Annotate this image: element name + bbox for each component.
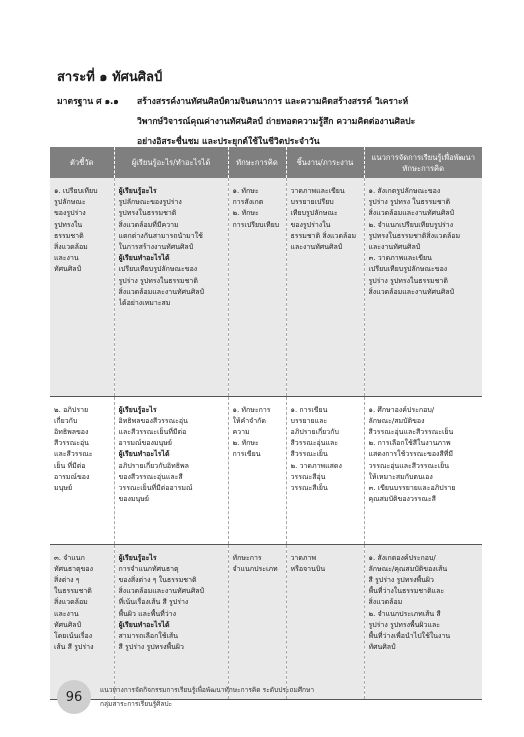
cell-line: สีวรรณะเย็น [290, 450, 328, 459]
cell-line: อารมณ์ของ [54, 472, 90, 481]
cell-line: ทัศนศิลป์ [54, 265, 82, 274]
page-footer [0, 677, 524, 719]
cell-line: เปรียบเทียบรูปลักษณะของ [118, 265, 198, 274]
cell-line: รูปทรงในธรรมชาติ [118, 209, 177, 218]
cell-line: รูปทรงใน [54, 220, 83, 229]
cell-line: ๒. ทักษะ [232, 209, 259, 218]
cell-line: ๓. เขียนบรรยายและอภิปราย [368, 483, 456, 492]
cell-line: ๒. ทักษะ [232, 439, 259, 448]
cell-indicator [50, 178, 114, 396]
cell-work [286, 396, 364, 544]
cell-line: บรรยายเปรียบ [290, 198, 334, 207]
cell-line: และงาน [54, 609, 79, 618]
cell-line: การเขียน [232, 450, 261, 459]
cell-line: ๑. การเขียน [290, 405, 328, 414]
cell-line: เทียบรูปลักษณะ [290, 209, 338, 218]
cell-line: ของมนุษย์ [118, 495, 150, 504]
table-header-row [50, 147, 482, 178]
cell-line: เปรียบเทียบรูปลักษณะของ [368, 265, 448, 274]
cell-line: ที่เน้นเรื่องเส้น สี รูปร่าง [118, 598, 189, 607]
cell-line: การจำแนกทัศนธาตุ [118, 564, 179, 573]
cell-line: สิ่งต่าง ๆ [54, 575, 80, 584]
standard-line: วิพากษ์วิจารณ์คุณค่างานทัศนศิลป์ ถ่ายทอดความรู้สึก ความคิดต่องานศิลปะ [137, 117, 416, 127]
cell-line: คุณสมบัติของวรรณะสี [368, 495, 436, 504]
cell-line: ได้อย่างเหมาะสม [118, 299, 171, 308]
cell-line: สิ่งแวดล้อม [368, 598, 403, 607]
header-skills: ทักษะการคิด [228, 147, 286, 178]
cell-line: วาดภาพและเขียน [290, 187, 345, 195]
cell-line: สิ่งแวดล้อมและงานทัศนศิลป์ [118, 587, 205, 596]
cell-line: และสีวรรณะเย็นที่มีต่อ [118, 427, 187, 436]
cell-line: ๒. วาดภาพแสดง [290, 461, 342, 470]
cell-line: ๓. วาดภาพและเขียน [368, 254, 432, 263]
cell-line: อิทธิพลของ [54, 427, 89, 436]
cell-work [286, 544, 364, 699]
cell-line: ลักษณะ/สมบัติของ [368, 416, 425, 425]
cell-line: ในการสร้างงานทัศนศิลป์ [118, 243, 194, 252]
cell-line: ของสิ่งต่าง ๆ ในธรรมชาติ [118, 575, 197, 584]
cell-line: สิ่งแวดล้อม [54, 243, 88, 252]
cell-line: รูปร่าง รูปทรง ในธรรมชาติ [368, 198, 451, 207]
cell-line: วรรณะเย็นที่มีต่ออารมณ์ [118, 483, 193, 492]
cell-line: เกี่ยวกับ [54, 416, 78, 425]
cell-line: ๑. สังเกตองค์ประกอบ/ [368, 553, 436, 562]
cell-line: ผู้เรียนรู้อะไร [118, 553, 157, 562]
cell-line: วาดภาพ [290, 553, 317, 562]
cell-line: ทักษะการ [232, 553, 262, 562]
cell-line: ลักษณะ/คุณสมบัติของเส้น [368, 564, 448, 573]
cell-line: สี รูปร่าง รูปทรงพื้นผิว [368, 575, 434, 584]
standard-label: มาตรฐาน ศ ๑.๑ [57, 97, 119, 107]
cell-line: ผู้เรียนทำอะไรได้ [118, 450, 170, 459]
cell-learn [114, 544, 228, 699]
cell-skills [228, 396, 286, 544]
cell-line: รูปลักษณะ [54, 198, 86, 207]
cell-approach [364, 544, 482, 699]
cell-line: เย็น ที่มีต่อ [54, 461, 86, 470]
cell-line: ๒. จำแนกเปรียบเทียบรูปร่าง [368, 220, 454, 229]
header-learn: ผู้เรียนรู้อะไร/ทำอะไรได้ [114, 147, 228, 178]
cell-line: ๒. การเลือกใช้สีในงานภาพ [368, 439, 451, 448]
cell-indicator [50, 396, 114, 544]
footer-title: แนวทางการจัดกิจกรรมการเรียนรู้เพื่อพัฒนาทักษะการคิด ระดับประถมศึกษา [100, 686, 315, 694]
cell-line: วรรณะสีอุ่น [290, 472, 326, 481]
cell-line: ๑. สังเกตรูปลักษณะของ [368, 187, 441, 195]
cell-line: พื้นที่ว่างเพื่อนำไปใช้ในงาน [368, 631, 451, 640]
cell-line: วรรณะอุ่นและสีวรรณะเย็น [368, 461, 450, 470]
cell-work [286, 178, 364, 396]
cell-line: สิ่งแวดล้อมและงานทัศนศิลป์ [368, 287, 455, 296]
standard-line: สร้างสรรค์งานทัศนศิลป์ตามจินตนาการ และความคิดสร้างสรรค์ วิเคราะห์ [137, 97, 409, 107]
cell-skills [228, 178, 286, 396]
cell-line: ให้เหมาะสมกับตนเอง [368, 472, 433, 481]
cell-learn [114, 178, 228, 396]
cell-line: แสดงการใช้วรรณะของสีที่มี [368, 450, 453, 459]
cell-skills [228, 544, 286, 699]
cell-line: ธรรมชาติ สิ่งแวดล้อม [290, 231, 357, 240]
page-number: 96 [57, 680, 91, 714]
cell-line: การสังเกต [232, 198, 264, 207]
cell-line: หรือจานบิน [290, 564, 326, 573]
cell-line: อภิปรายเกี่ยวกับ [290, 427, 339, 436]
cell-line: รูปทรงในธรรมชาติสิ่งแวดล้อม [368, 231, 461, 240]
cell-line: ทัศนธาตุของ [54, 564, 93, 573]
learning-table [50, 147, 482, 700]
cell-line: เส้น สี รูปร่าง [54, 643, 94, 652]
header-indicator: ตัวชี้วัด [50, 147, 114, 178]
cell-line: พื้นผิว และพื้นที่ว่าง [118, 609, 177, 618]
cell-line: จำแนกประเภท [232, 564, 278, 573]
cell-line: มนุษย์ [54, 483, 73, 492]
cell-line: ๑. ทักษะ [232, 187, 259, 195]
cell-line: ๑. ทักษะการ [232, 405, 271, 414]
cell-approach [364, 178, 482, 396]
cell-line: สิ่งแวดล้อมที่มีความ [118, 220, 179, 229]
table-row [50, 178, 482, 396]
cell-line: การเปรียบเทียบ [232, 220, 280, 229]
cell-line: ผู้เรียนทำอะไรได้ [118, 620, 170, 629]
cell-line: สามารถเลือกใช้เส้น [118, 631, 178, 640]
cell-line: รูปร่าง รูปทรงพื้นผิวและ [368, 620, 441, 629]
cell-line: ทัศนศิลป์ [54, 620, 82, 629]
cell-line: ๒. จำแนกประเภทเส้น สี [368, 609, 441, 618]
cell-line: พื้นที่ว่างในธรรมชาติและ [368, 587, 445, 596]
cell-line: สี รูปร่าง รูปทรงพื้นผิว [118, 643, 184, 652]
cell-approach [364, 396, 482, 544]
cell-line: ๑. เปรียบเทียบ [54, 187, 98, 195]
cell-line: และสีวรรณะ [54, 450, 93, 459]
header-work: ชิ้นงาน/ภาระงาน [286, 147, 364, 178]
cell-line: ของรูปร่าง [54, 209, 86, 218]
cell-line: วรรณะสีเย็น [290, 483, 328, 492]
cell-line: และงาน [54, 254, 79, 263]
cell-line: ในธรรมชาติ [54, 587, 92, 596]
cell-line: ความ [232, 427, 250, 436]
cell-line: สิ่งแวดล้อม [54, 598, 88, 607]
table-row [50, 396, 482, 544]
cell-line: ของรูปร่างใน [290, 220, 331, 229]
cell-line: รูปลักษณะของรูปร่าง [118, 198, 182, 207]
cell-line: และงานทัศนศิลป์ [290, 243, 343, 252]
cell-line: ๓. จำแนก [54, 553, 85, 562]
cell-line: สิ่งแวดล้อมและงานทัศนศิลป์ [118, 287, 205, 296]
cell-line: ผู้เรียนรู้อะไร [118, 405, 157, 414]
cell-line: สิ่งแวดล้อมและงานทัศนศิลป์ [368, 209, 455, 218]
cell-line: ๑. ศึกษาองค์ประกอบ/ [368, 405, 435, 414]
table-row [50, 544, 482, 699]
cell-line: ผู้เรียนรู้อะไร [118, 187, 157, 195]
cell-learn [114, 396, 228, 544]
standard-line: อย่างอิสระชื่นชม และประยุกต์ใช้ในชีวิตประจำวัน [137, 137, 320, 147]
cell-line: อภิปรายเกี่ยวกับอิทธิพล [118, 461, 189, 470]
standard-text [137, 92, 483, 152]
cell-line: รูปร่าง รูปทรงในธรรมชาติ [118, 276, 198, 285]
cell-line: และงานทัศนศิลป์ [368, 243, 421, 252]
header-approach: แนวการจัดการเรียนรู้เพื่อพัฒนาทักษะการคิด [364, 147, 482, 178]
cell-line: แตกต่างกันสามารถนำมาใช้ [118, 231, 203, 240]
cell-line: สีวรรณะอุ่น [54, 439, 89, 448]
cell-indicator [50, 544, 114, 699]
cell-line: บรรยายและ [290, 416, 328, 425]
cell-line: สีวรรณะอุ่นและสีวรรณะเย็น [368, 427, 454, 436]
cell-line: ให้คำจำกัด [232, 416, 266, 425]
cell-line: ของสีวรรณะอุ่นและสี [118, 472, 183, 481]
strand-title: สาระที่ ๑ ทัศนศิลป์ [57, 70, 163, 85]
cell-line: โดยเน้นเรื่อง [54, 631, 93, 640]
cell-line: อารมณ์ของมนุษย์ [118, 439, 173, 448]
cell-line: อิทธิพลของสีวรรณะอุ่น [118, 416, 188, 425]
cell-line: รูปร่าง รูปทรงในธรรมชาติ [368, 276, 448, 285]
cell-line: ผู้เรียนทำอะไรได้ [118, 254, 170, 263]
footer-subtitle: กลุ่มสาระการเรียนรู้ศิลปะ [100, 700, 173, 708]
cell-line: ๒. อภิปราย [54, 405, 89, 414]
cell-line: สีวรรณะอุ่นและ [290, 439, 339, 448]
cell-line: ทัศนศิลป์ [368, 643, 396, 652]
cell-line: ธรรมชาติ [54, 231, 84, 240]
